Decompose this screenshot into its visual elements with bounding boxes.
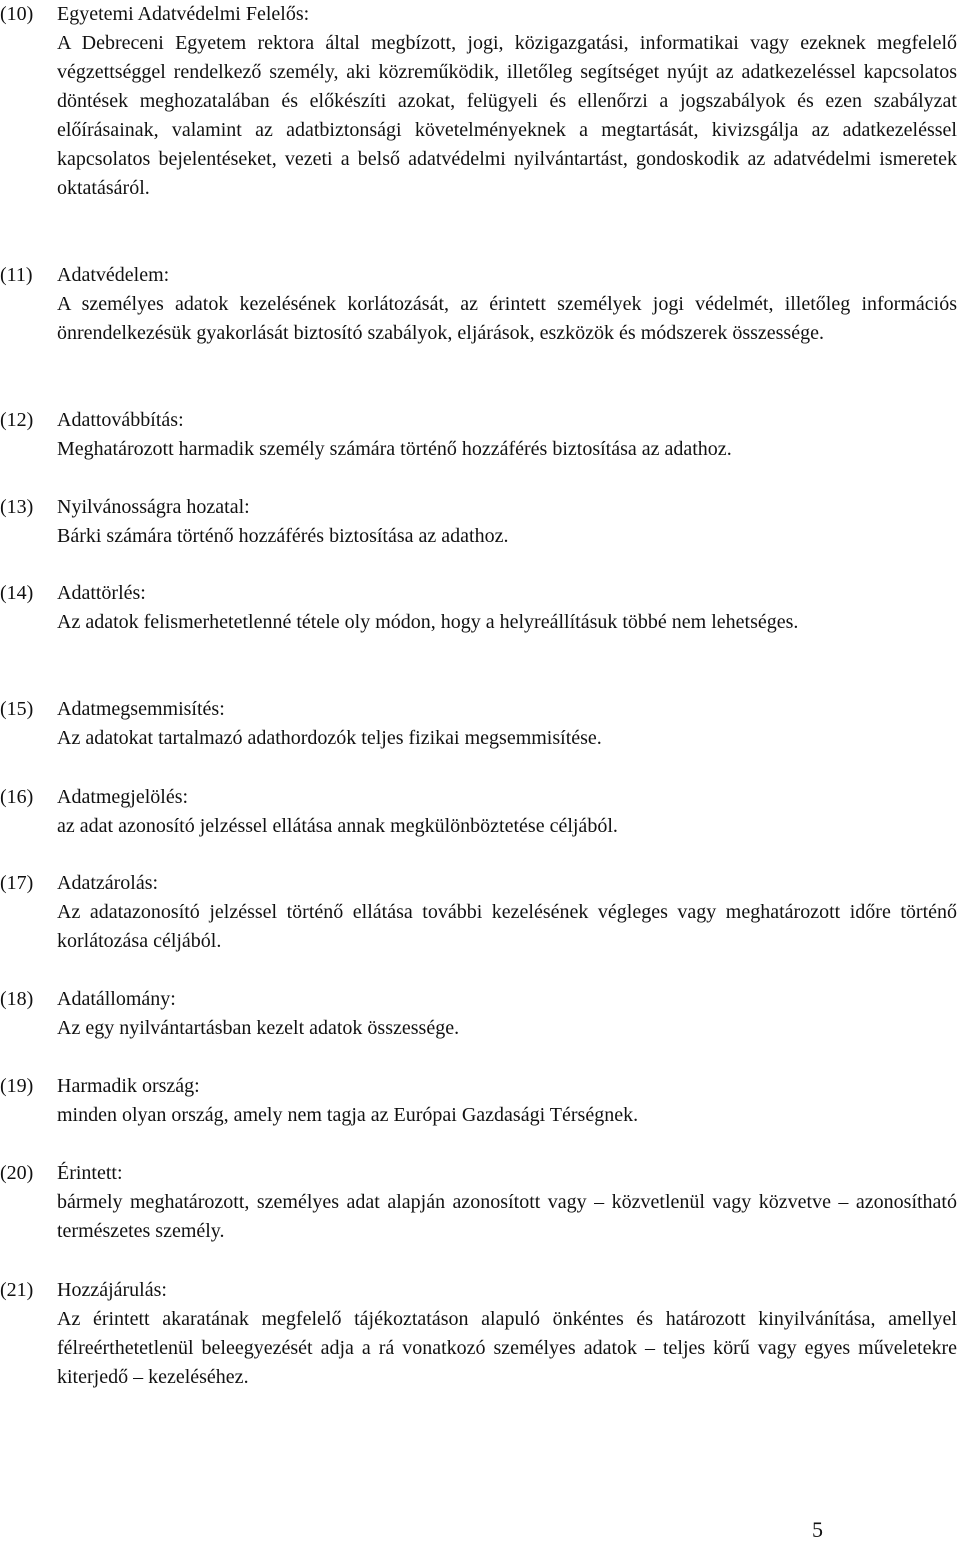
definition-entry-15 xyxy=(0,695,957,753)
definition-entry-19 xyxy=(0,1072,957,1130)
entry-term: Adattovábbítás: xyxy=(57,409,184,431)
entry-number: (19) xyxy=(0,1075,34,1097)
entry-number: (16) xyxy=(0,786,34,808)
definition-entry-20 xyxy=(0,1159,957,1246)
entry-definition: Az adatazonosító jelzéssel történő ellátása további kezelésének végleges vagy meghatározott időre történő korlátozása céljából. xyxy=(57,901,957,952)
entry-definition: A személyes adatok kezelésének korlátozását, az érintett személyek jogi védelmét, illetőleg információs önrendelkezésük gyakorlását biztosító szabályok, eljárások, eszközök és módszerek összessége. xyxy=(57,293,957,344)
page-number: 5 xyxy=(812,1517,823,1542)
entry-definition: Az érintett akaratának megfelelő tájékoztatáson alapuló önkéntes és határozott kinyilvánítása, amellyel félreérthetetlenül beleegyezését adja a rá vonatkozó személyes adatok – teljes körű vagy egyes műveletekre kiterjedő – kezeléséhez. xyxy=(57,1308,957,1388)
definition-entry-16 xyxy=(0,783,957,841)
entry-definition: Az adatok felismerhetetlenné tétele oly módon, hogy a helyreállításuk többé nem lehetséges. xyxy=(57,611,799,633)
entry-definition: Az egy nyilvántartásban kezelt adatok összessége. xyxy=(57,1017,460,1039)
entry-number: (21) xyxy=(0,1279,34,1301)
entry-number: (10) xyxy=(0,3,34,25)
definition-entry-12 xyxy=(0,406,957,464)
entry-number: (11) xyxy=(0,264,33,286)
entry-number: (17) xyxy=(0,872,34,894)
entry-term: Adattörlés: xyxy=(57,582,146,604)
entry-number: (15) xyxy=(0,698,34,720)
entry-term: Nyilvánosságra hozatal: xyxy=(57,496,250,518)
entry-term: Hozzájárulás: xyxy=(57,1279,167,1301)
entry-term: Adatzárolás: xyxy=(57,872,159,894)
entry-number: (12) xyxy=(0,409,34,431)
entry-definition: Az adatokat tartalmazó adathordozók teljes fizikai megsemmisítése. xyxy=(57,727,602,749)
entry-term: Érintett: xyxy=(57,1162,123,1184)
definition-entry-11 xyxy=(0,261,957,348)
entry-term: Adatvédelem: xyxy=(57,264,170,286)
entry-number: (18) xyxy=(0,988,34,1010)
entry-definition: minden olyan ország, amely nem tagja az Európai Gazdasági Térségnek. xyxy=(57,1104,639,1126)
definition-entry-13 xyxy=(0,493,957,551)
entry-definition: A Debreceni Egyetem rektora által megbízott, jogi, közigazgatási, informatikai vagy ezeknek megfelelő végzettséggel rendelkező személy, aki közreműködik, illetőleg segítséget nyújt az adatkezeléssel kapcsolatos döntések meghozatalában és előkészíti azokat, felügyeli és ellenőrzi a jogszabályok és ezen szabályzat előírásainak, valamint az adatbiztonsági követelményeknek a megtartását, kivizsgálja az adatkezeléssel kapcsolatos bejelentéseket, vezeti a belső adatvédelmi nyilvántartást, gondoskodik az adatvédelmi ismeretek oktatásáról. xyxy=(57,32,957,199)
entry-number: (20) xyxy=(0,1162,34,1184)
entry-number: (13) xyxy=(0,496,34,518)
definition-entry-18 xyxy=(0,985,957,1043)
entry-definition: Bárki számára történő hozzáférés biztosítása az adathoz. xyxy=(57,525,509,547)
entry-number: (14) xyxy=(0,582,34,604)
entry-term: Adatállomány: xyxy=(57,988,176,1010)
entry-term: Egyetemi Adatvédelmi Felelős: xyxy=(57,3,310,25)
entry-definition: az adat azonosító jelzéssel ellátása annak megkülönböztetése céljából. xyxy=(57,815,618,837)
definition-entry-21 xyxy=(0,1276,957,1392)
entry-term: Adatmegjelölés: xyxy=(57,786,189,808)
definition-entry-14 xyxy=(0,579,957,637)
definition-entry-10 xyxy=(0,0,957,203)
entry-term: Adatmegsemmisítés: xyxy=(57,698,225,720)
definition-entry-17 xyxy=(0,869,957,956)
entry-definition: Meghatározott harmadik személy számára történő hozzáférés biztosítása az adathoz. xyxy=(57,438,732,460)
entry-definition: bármely meghatározott, személyes adat alapján azonosított vagy – közvetlenül vagy közvetve – azonosítható természetes személy. xyxy=(57,1191,957,1242)
entry-term: Harmadik ország: xyxy=(57,1075,200,1097)
